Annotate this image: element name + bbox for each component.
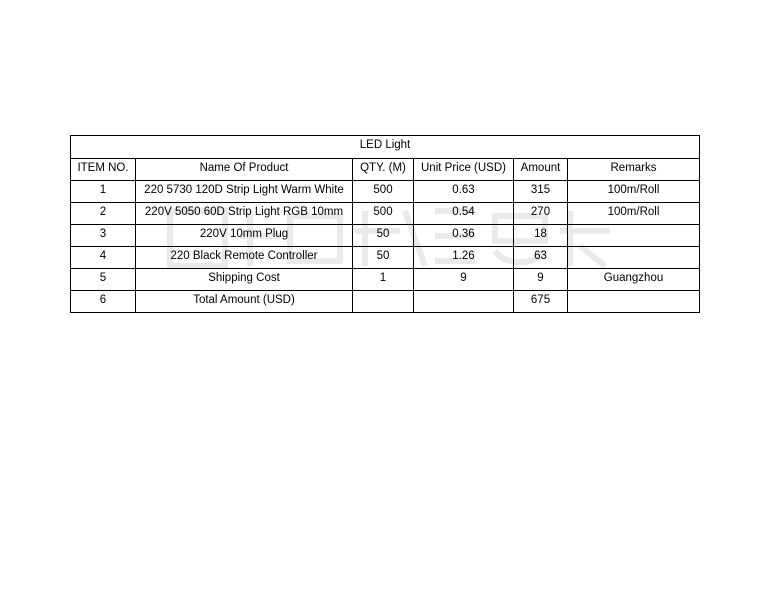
cell-quantity: 50: [353, 225, 414, 247]
cell-amount: 315: [514, 181, 568, 203]
table-row: [71, 225, 700, 247]
cell-amount: 63: [514, 247, 568, 269]
cell-unit-price: 1.26: [414, 247, 514, 269]
cell-product-name: 220V 10mm Plug: [136, 225, 353, 247]
header-product-name: Name Of Product: [136, 159, 353, 181]
header-quantity: QTY. (M): [353, 159, 414, 181]
table-row: [71, 247, 700, 269]
cell-remarks: 100m/Roll: [568, 203, 700, 225]
cell-total-amount: 675: [514, 291, 568, 313]
table-row: [71, 181, 700, 203]
cell-remarks: [568, 247, 700, 269]
header-remarks: Remarks: [568, 159, 700, 181]
cell-remarks: Guangzhou: [568, 269, 700, 291]
cell-quantity: [353, 291, 414, 313]
cell-unit-price: 0.54: [414, 203, 514, 225]
table-row: [71, 203, 700, 225]
cell-unit-price: 0.63: [414, 181, 514, 203]
cell-quantity: 500: [353, 203, 414, 225]
cell-remarks: 100m/Roll: [568, 181, 700, 203]
cell-remarks: [568, 291, 700, 313]
table-title-row: [71, 136, 700, 159]
cell-product-name: Shipping Cost: [136, 269, 353, 291]
cell-unit-price: 9: [414, 269, 514, 291]
cell-product-name: 220 Black Remote Controller: [136, 247, 353, 269]
table-title: LED Light: [71, 136, 700, 159]
cell-item-no: 3: [71, 225, 136, 247]
cell-item-no: 5: [71, 269, 136, 291]
cell-quantity: 500: [353, 181, 414, 203]
cell-item-no: 2: [71, 203, 136, 225]
header-item-no: ITEM NO.: [71, 159, 136, 181]
cell-product-name: 220 5730 120D Strip Light Warm White: [136, 181, 353, 203]
header-amount: Amount: [514, 159, 568, 181]
invoice-table: [70, 135, 700, 313]
cell-product-name: Total Amount (USD): [136, 291, 353, 313]
cell-amount: 18: [514, 225, 568, 247]
cell-remarks: [568, 225, 700, 247]
cell-amount: 270: [514, 203, 568, 225]
table-row: [71, 269, 700, 291]
cell-unit-price: [414, 291, 514, 313]
cell-item-no: 6: [71, 291, 136, 313]
total-row: [71, 291, 700, 313]
cell-amount: 9: [514, 269, 568, 291]
header-row: [71, 159, 700, 181]
cell-item-no: 1: [71, 181, 136, 203]
cell-quantity: 1: [353, 269, 414, 291]
cell-quantity: 50: [353, 247, 414, 269]
cell-item-no: 4: [71, 247, 136, 269]
cell-product-name: 220V 5050 60D Strip Light RGB 10mm: [136, 203, 353, 225]
cell-unit-price: 0.36: [414, 225, 514, 247]
header-unit-price: Unit Price (USD): [414, 159, 514, 181]
